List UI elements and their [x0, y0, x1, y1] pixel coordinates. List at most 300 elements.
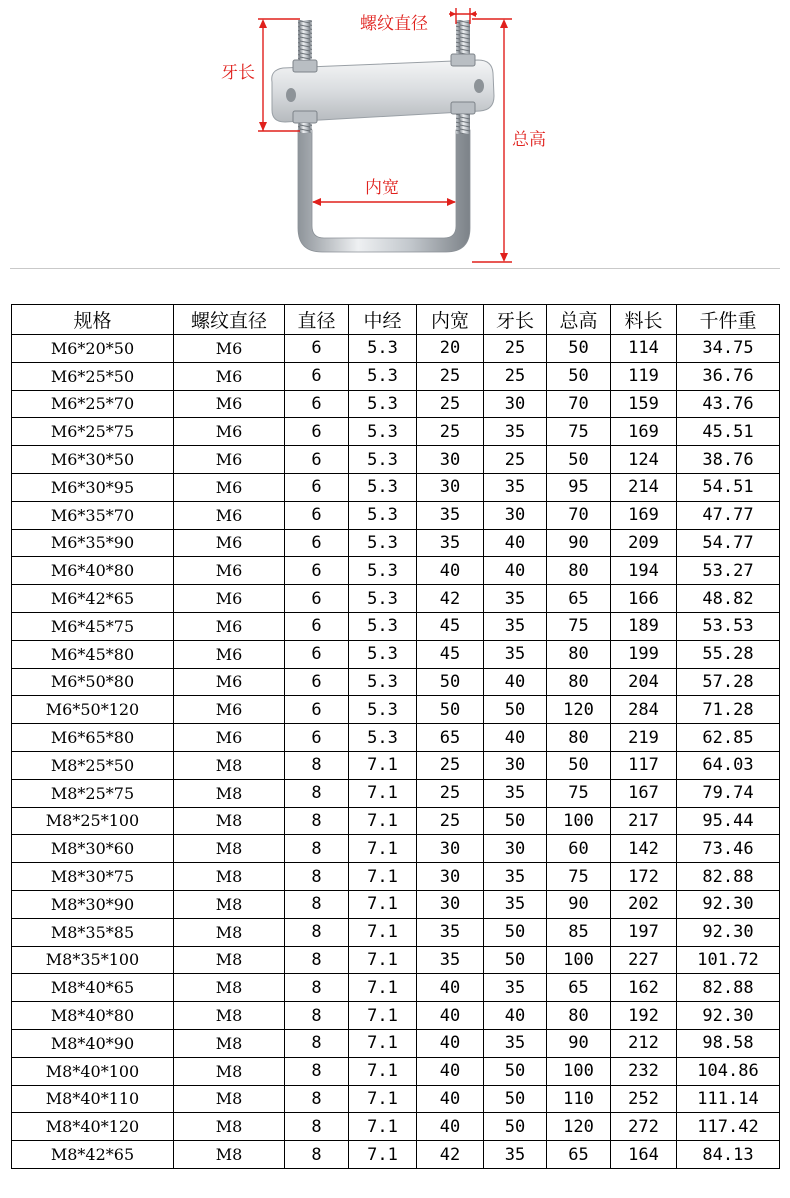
cell-total-height: 80 [547, 557, 611, 585]
cell-pitch-diameter: 5.3 [349, 529, 417, 557]
u-bolt-body [272, 20, 494, 252]
table-row [12, 585, 780, 613]
cell-pitch-diameter: 7.1 [349, 1113, 417, 1141]
header-spec: 规格 [12, 305, 174, 335]
cell-spec: M6*20*50 [12, 335, 174, 363]
cell-diameter: 8 [285, 863, 349, 891]
cell-spec: M8*25*75 [12, 779, 174, 807]
cell-material-length: 209 [611, 529, 677, 557]
cell-inner-width: 40 [417, 1057, 484, 1085]
table-row [12, 473, 780, 501]
cell-weight: 84.13 [677, 1141, 780, 1169]
cell-thread-diameter: M6 [174, 612, 285, 640]
cell-spec: M6*30*50 [12, 446, 174, 474]
cell-material-length: 219 [611, 724, 677, 752]
cell-thread-length: 35 [484, 1141, 547, 1169]
cell-spec: M6*50*80 [12, 668, 174, 696]
cell-pitch-diameter: 7.1 [349, 807, 417, 835]
cell-total-height: 50 [547, 362, 611, 390]
cell-inner-width: 25 [417, 779, 484, 807]
cell-pitch-diameter: 5.3 [349, 612, 417, 640]
cell-thread-diameter: M8 [174, 751, 285, 779]
cell-spec: M6*35*90 [12, 529, 174, 557]
cell-material-length: 252 [611, 1085, 677, 1113]
cell-spec: M6*25*50 [12, 362, 174, 390]
cell-material-length: 142 [611, 835, 677, 863]
cell-spec: M8*25*50 [12, 751, 174, 779]
cell-inner-width: 45 [417, 640, 484, 668]
cell-material-length: 227 [611, 946, 677, 974]
cell-inner-width: 25 [417, 751, 484, 779]
table-row [12, 1113, 780, 1141]
cell-material-length: 217 [611, 807, 677, 835]
cell-pitch-diameter: 7.1 [349, 890, 417, 918]
cell-diameter: 8 [285, 807, 349, 835]
inner-width-label: 内宽 [365, 178, 399, 198]
cell-weight: 92.30 [677, 1002, 780, 1030]
table-row [12, 612, 780, 640]
table-row [12, 918, 780, 946]
thread-length-label: 牙长 [221, 63, 255, 83]
cell-weight: 73.46 [677, 835, 780, 863]
cell-thread-diameter: M6 [174, 501, 285, 529]
cell-diameter: 8 [285, 1085, 349, 1113]
cell-thread-length: 40 [484, 1002, 547, 1030]
cell-thread-length: 35 [484, 863, 547, 891]
header-total-height: 总高 [547, 305, 611, 335]
cell-diameter: 8 [285, 1057, 349, 1085]
cell-inner-width: 30 [417, 835, 484, 863]
cell-total-height: 75 [547, 863, 611, 891]
table-row [12, 696, 780, 724]
table-row [12, 1141, 780, 1169]
dimension-lines [258, 8, 512, 262]
cell-diameter: 6 [285, 446, 349, 474]
cell-inner-width: 35 [417, 529, 484, 557]
table-row [12, 890, 780, 918]
cell-diameter: 6 [285, 696, 349, 724]
cell-spec: M8*40*65 [12, 974, 174, 1002]
cell-inner-width: 35 [417, 946, 484, 974]
cell-thread-length: 30 [484, 501, 547, 529]
cell-thread-diameter: M8 [174, 863, 285, 891]
cell-diameter: 8 [285, 1141, 349, 1169]
cell-thread-length: 35 [484, 890, 547, 918]
cell-total-height: 100 [547, 1057, 611, 1085]
cell-pitch-diameter: 5.3 [349, 335, 417, 363]
cell-total-height: 110 [547, 1085, 611, 1113]
cell-diameter: 8 [285, 751, 349, 779]
cell-thread-length: 35 [484, 640, 547, 668]
cell-material-length: 167 [611, 779, 677, 807]
cell-spec: M8*40*90 [12, 1029, 174, 1057]
cell-inner-width: 40 [417, 557, 484, 585]
cell-weight: 47.77 [677, 501, 780, 529]
cell-inner-width: 25 [417, 418, 484, 446]
cell-total-height: 80 [547, 724, 611, 752]
cell-thread-diameter: M6 [174, 529, 285, 557]
table-row [12, 751, 780, 779]
cell-thread-length: 40 [484, 724, 547, 752]
cell-spec: M6*45*80 [12, 640, 174, 668]
cell-inner-width: 20 [417, 335, 484, 363]
table-row [12, 557, 780, 585]
table-row [12, 1085, 780, 1113]
cell-thread-diameter: M6 [174, 390, 285, 418]
cell-material-length: 169 [611, 501, 677, 529]
header-diameter: 直径 [285, 305, 349, 335]
cell-inner-width: 35 [417, 918, 484, 946]
cell-material-length: 272 [611, 1113, 677, 1141]
cell-weight: 82.88 [677, 974, 780, 1002]
cell-total-height: 75 [547, 418, 611, 446]
cell-total-height: 100 [547, 807, 611, 835]
cell-inner-width: 30 [417, 446, 484, 474]
cell-material-length: 159 [611, 390, 677, 418]
cell-spec: M6*30*95 [12, 473, 174, 501]
cell-pitch-diameter: 5.3 [349, 696, 417, 724]
cell-weight: 34.75 [677, 335, 780, 363]
cell-total-height: 75 [547, 612, 611, 640]
cell-diameter: 6 [285, 362, 349, 390]
cell-material-length: 114 [611, 335, 677, 363]
cell-weight: 62.85 [677, 724, 780, 752]
cell-material-length: 202 [611, 890, 677, 918]
cell-spec: M6*35*70 [12, 501, 174, 529]
cell-material-length: 232 [611, 1057, 677, 1085]
cell-inner-width: 50 [417, 668, 484, 696]
cell-thread-length: 40 [484, 668, 547, 696]
cell-spec: M8*30*60 [12, 835, 174, 863]
cell-spec: M8*30*75 [12, 863, 174, 891]
cell-inner-width: 40 [417, 1085, 484, 1113]
cell-pitch-diameter: 5.3 [349, 668, 417, 696]
cell-thread-diameter: M8 [174, 1002, 285, 1030]
cell-thread-diameter: M8 [174, 946, 285, 974]
cell-total-height: 90 [547, 1029, 611, 1057]
table-body [12, 335, 780, 1169]
table-row [12, 1057, 780, 1085]
cell-spec: M6*42*65 [12, 585, 174, 613]
cell-spec: M8*40*110 [12, 1085, 174, 1113]
cell-thread-length: 50 [484, 696, 547, 724]
cell-weight: 117.42 [677, 1113, 780, 1141]
cell-total-height: 60 [547, 835, 611, 863]
cell-spec: M6*50*120 [12, 696, 174, 724]
cell-inner-width: 25 [417, 807, 484, 835]
cell-material-length: 204 [611, 668, 677, 696]
cell-pitch-diameter: 7.1 [349, 1057, 417, 1085]
cell-diameter: 8 [285, 779, 349, 807]
cell-thread-length: 50 [484, 807, 547, 835]
cell-weight: 71.28 [677, 696, 780, 724]
cell-thread-length: 35 [484, 779, 547, 807]
cell-thread-length: 25 [484, 335, 547, 363]
cell-diameter: 8 [285, 1029, 349, 1057]
header-thread-diameter: 螺纹直径 [174, 305, 285, 335]
cell-spec: M8*25*100 [12, 807, 174, 835]
cell-inner-width: 42 [417, 1141, 484, 1169]
cell-weight: 48.82 [677, 585, 780, 613]
cell-total-height: 70 [547, 501, 611, 529]
table-row [12, 724, 780, 752]
cell-thread-diameter: M6 [174, 640, 285, 668]
cell-pitch-diameter: 7.1 [349, 779, 417, 807]
table-header-row [12, 305, 780, 335]
cell-total-height: 95 [547, 473, 611, 501]
cell-thread-length: 50 [484, 1085, 547, 1113]
cell-thread-diameter: M8 [174, 918, 285, 946]
cell-material-length: 214 [611, 473, 677, 501]
table-row [12, 446, 780, 474]
u-bolt-photo [0, 0, 790, 270]
header-thread-length: 牙长 [484, 305, 547, 335]
cell-spec: M8*40*120 [12, 1113, 174, 1141]
cell-inner-width: 25 [417, 390, 484, 418]
cell-diameter: 8 [285, 1113, 349, 1141]
cell-pitch-diameter: 7.1 [349, 751, 417, 779]
cell-thread-diameter: M8 [174, 1057, 285, 1085]
cell-thread-diameter: M8 [174, 1029, 285, 1057]
cell-inner-width: 45 [417, 612, 484, 640]
table-row [12, 668, 780, 696]
cell-thread-length: 50 [484, 918, 547, 946]
cell-material-length: 194 [611, 557, 677, 585]
cell-weight: 92.30 [677, 890, 780, 918]
cell-thread-diameter: M6 [174, 724, 285, 752]
cell-inner-width: 25 [417, 362, 484, 390]
cell-inner-width: 40 [417, 974, 484, 1002]
cell-diameter: 8 [285, 1002, 349, 1030]
cell-thread-diameter: M8 [174, 890, 285, 918]
cell-total-height: 65 [547, 585, 611, 613]
cell-spec: M6*45*75 [12, 612, 174, 640]
header-inner-width: 内宽 [417, 305, 484, 335]
cell-thread-length: 35 [484, 585, 547, 613]
table-row [12, 418, 780, 446]
cell-total-height: 70 [547, 390, 611, 418]
cell-spec: M6*65*80 [12, 724, 174, 752]
cell-material-length: 189 [611, 612, 677, 640]
table-row [12, 640, 780, 668]
cell-weight: 95.44 [677, 807, 780, 835]
cell-pitch-diameter: 5.3 [349, 418, 417, 446]
cell-weight: 53.27 [677, 557, 780, 585]
cell-pitch-diameter: 7.1 [349, 863, 417, 891]
cell-material-length: 119 [611, 362, 677, 390]
cell-total-height: 85 [547, 918, 611, 946]
cell-total-height: 120 [547, 696, 611, 724]
cell-material-length: 284 [611, 696, 677, 724]
cell-inner-width: 35 [417, 501, 484, 529]
cell-total-height: 50 [547, 335, 611, 363]
cell-thread-length: 35 [484, 612, 547, 640]
table-row [12, 946, 780, 974]
cell-diameter: 6 [285, 501, 349, 529]
cell-diameter: 6 [285, 418, 349, 446]
cell-thread-diameter: M6 [174, 362, 285, 390]
cell-pitch-diameter: 7.1 [349, 918, 417, 946]
cell-weight: 45.51 [677, 418, 780, 446]
cell-weight: 111.14 [677, 1085, 780, 1113]
cell-thread-diameter: M6 [174, 585, 285, 613]
cell-total-height: 65 [547, 974, 611, 1002]
cell-material-length: 166 [611, 585, 677, 613]
cell-pitch-diameter: 5.3 [349, 390, 417, 418]
table-row [12, 1002, 780, 1030]
cell-inner-width: 30 [417, 863, 484, 891]
cell-thread-diameter: M6 [174, 446, 285, 474]
cell-diameter: 8 [285, 835, 349, 863]
cell-thread-length: 50 [484, 1113, 547, 1141]
cell-pitch-diameter: 7.1 [349, 1141, 417, 1169]
cell-pitch-diameter: 5.3 [349, 501, 417, 529]
cell-pitch-diameter: 7.1 [349, 1029, 417, 1057]
cell-material-length: 162 [611, 974, 677, 1002]
spec-table [11, 304, 780, 1169]
cell-spec: M8*42*65 [12, 1141, 174, 1169]
cell-weight: 104.86 [677, 1057, 780, 1085]
cell-thread-diameter: M8 [174, 807, 285, 835]
cell-thread-length: 50 [484, 1057, 547, 1085]
cell-thread-length: 25 [484, 446, 547, 474]
cell-material-length: 117 [611, 751, 677, 779]
cell-pitch-diameter: 5.3 [349, 362, 417, 390]
cell-material-length: 124 [611, 446, 677, 474]
table-row [12, 335, 780, 363]
cell-thread-length: 50 [484, 946, 547, 974]
cell-weight: 64.03 [677, 751, 780, 779]
cell-weight: 82.88 [677, 863, 780, 891]
cell-pitch-diameter: 7.1 [349, 1002, 417, 1030]
cell-total-height: 50 [547, 446, 611, 474]
cell-pitch-diameter: 5.3 [349, 557, 417, 585]
cell-inner-width: 40 [417, 1113, 484, 1141]
cell-weight: 53.53 [677, 612, 780, 640]
cell-thread-diameter: M8 [174, 974, 285, 1002]
cell-pitch-diameter: 7.1 [349, 946, 417, 974]
cell-diameter: 8 [285, 946, 349, 974]
cell-inner-width: 42 [417, 585, 484, 613]
cell-inner-width: 30 [417, 473, 484, 501]
cell-diameter: 6 [285, 612, 349, 640]
header-material-length: 料长 [611, 305, 677, 335]
table-row [12, 1029, 780, 1057]
cell-thread-diameter: M6 [174, 418, 285, 446]
cell-material-length: 164 [611, 1141, 677, 1169]
cell-pitch-diameter: 5.3 [349, 473, 417, 501]
cell-diameter: 8 [285, 890, 349, 918]
cell-weight: 55.28 [677, 640, 780, 668]
cell-diameter: 6 [285, 473, 349, 501]
cell-thread-length: 35 [484, 473, 547, 501]
cell-diameter: 6 [285, 668, 349, 696]
cell-thread-length: 30 [484, 751, 547, 779]
cell-weight: 36.76 [677, 362, 780, 390]
cell-thread-length: 30 [484, 835, 547, 863]
table-row [12, 529, 780, 557]
cell-thread-diameter: M8 [174, 1141, 285, 1169]
cell-diameter: 6 [285, 390, 349, 418]
table-row [12, 362, 780, 390]
cell-spec: M8*35*85 [12, 918, 174, 946]
cell-total-height: 65 [547, 1141, 611, 1169]
cell-thread-length: 35 [484, 974, 547, 1002]
cell-inner-width: 50 [417, 696, 484, 724]
cell-pitch-diameter: 7.1 [349, 974, 417, 1002]
table-row [12, 390, 780, 418]
thread-diameter-label: 螺纹直径 [360, 14, 428, 34]
cell-weight: 54.51 [677, 473, 780, 501]
cell-total-height: 80 [547, 1002, 611, 1030]
cell-total-height: 80 [547, 640, 611, 668]
cell-material-length: 172 [611, 863, 677, 891]
cell-thread-length: 40 [484, 557, 547, 585]
cell-pitch-diameter: 5.3 [349, 585, 417, 613]
cell-weight: 79.74 [677, 779, 780, 807]
table-row [12, 863, 780, 891]
cell-diameter: 6 [285, 640, 349, 668]
cell-thread-length: 35 [484, 1029, 547, 1057]
cell-diameter: 8 [285, 918, 349, 946]
cell-total-height: 90 [547, 890, 611, 918]
cell-diameter: 6 [285, 335, 349, 363]
cell-thread-length: 30 [484, 390, 547, 418]
cell-thread-diameter: M6 [174, 696, 285, 724]
cell-thread-diameter: M8 [174, 779, 285, 807]
cell-spec: M8*30*90 [12, 890, 174, 918]
cell-weight: 54.77 [677, 529, 780, 557]
table-row [12, 807, 780, 835]
cell-pitch-diameter: 7.1 [349, 835, 417, 863]
cell-weight: 57.28 [677, 668, 780, 696]
cell-pitch-diameter: 5.3 [349, 446, 417, 474]
cell-inner-width: 65 [417, 724, 484, 752]
cell-total-height: 75 [547, 779, 611, 807]
cell-thread-diameter: M6 [174, 335, 285, 363]
cell-thread-diameter: M8 [174, 835, 285, 863]
cell-spec: M8*35*100 [12, 946, 174, 974]
cell-material-length: 192 [611, 1002, 677, 1030]
total-height-label: 总高 [512, 130, 546, 150]
cell-material-length: 199 [611, 640, 677, 668]
cell-material-length: 169 [611, 418, 677, 446]
cell-spec: M6*25*75 [12, 418, 174, 446]
cell-thread-length: 40 [484, 529, 547, 557]
cell-material-length: 212 [611, 1029, 677, 1057]
header-weight-per-thousand: 千件重 [677, 305, 780, 335]
cell-thread-length: 35 [484, 418, 547, 446]
u-bolt-dimension-diagram [0, 0, 790, 270]
cell-thread-diameter: M6 [174, 557, 285, 585]
cell-pitch-diameter: 7.1 [349, 1085, 417, 1113]
table-row [12, 501, 780, 529]
cell-spec: M8*40*80 [12, 1002, 174, 1030]
cell-thread-diameter: M6 [174, 668, 285, 696]
cell-weight: 38.76 [677, 446, 780, 474]
cell-total-height: 90 [547, 529, 611, 557]
cell-thread-diameter: M6 [174, 473, 285, 501]
cell-thread-diameter: M8 [174, 1113, 285, 1141]
cell-weight: 98.58 [677, 1029, 780, 1057]
cell-thread-diameter: M8 [174, 1085, 285, 1113]
cell-total-height: 100 [547, 946, 611, 974]
cell-diameter: 6 [285, 585, 349, 613]
cell-diameter: 8 [285, 974, 349, 1002]
cell-spec: M8*40*100 [12, 1057, 174, 1085]
cell-inner-width: 30 [417, 890, 484, 918]
cell-diameter: 6 [285, 529, 349, 557]
